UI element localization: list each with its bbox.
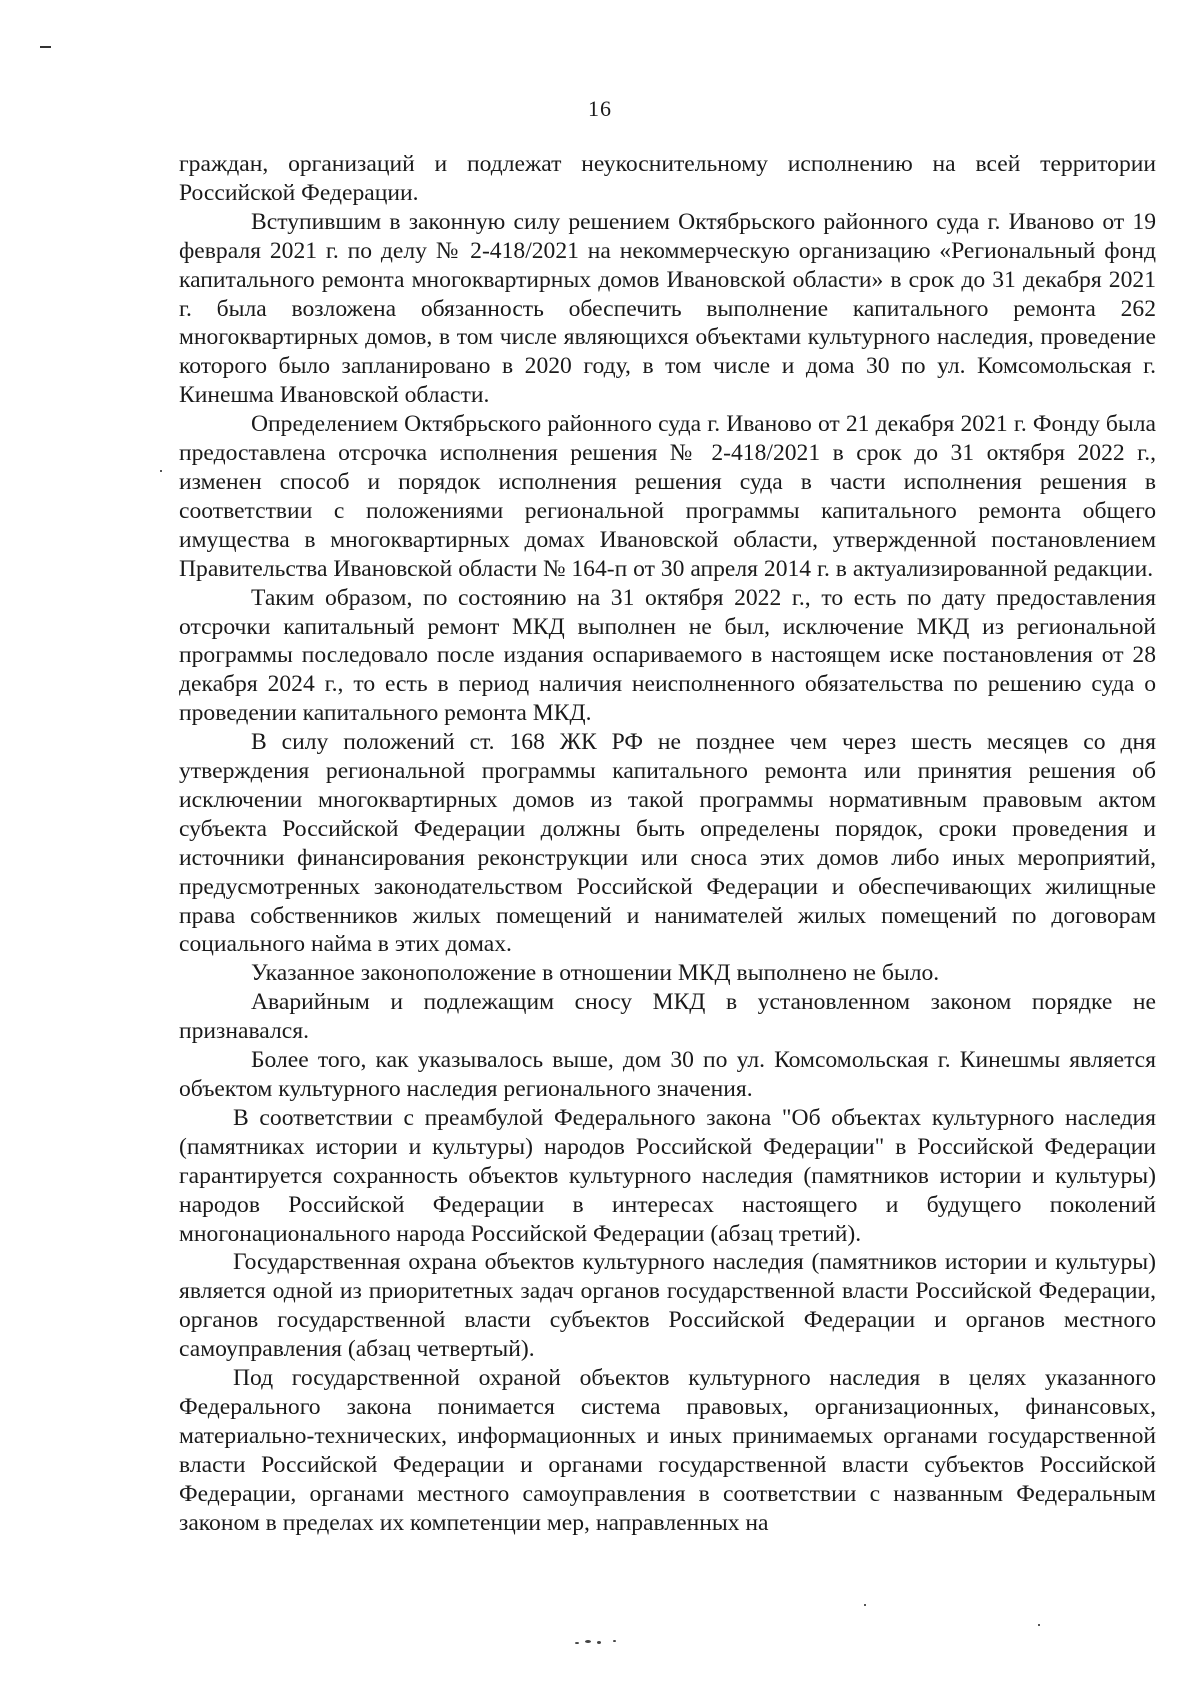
margin-mark [40,46,51,48]
document-body [179,150,1156,1538]
page-number: 16 [588,96,612,121]
paragraph: В силу положений ст. 168 ЖК РФ не позднее чем через шесть месяцев со дня утверждения региональной программы капитального ремонта или принятия решения об исключении многоквартирных домов из такой программы нормативным правовым актом субъекта Российской Федерации должны быть определены порядок, сроки проведения и источники финансирования реконструкции или сноса этих домов либо иных мероприятий, предусмотренных законодательством Российской Федерации и обеспечивающих жилищные права собственников жилых помещений и нанимателей жилых помещений по договорам социального найма в этих домах. [179,729,1156,958]
scan-speck [1038,1624,1040,1626]
paragraph: граждан, организаций и подлежат неукоснительному исполнению на всей территории Российской Федерации. [179,151,1156,206]
paragraph: Таким образом, по состоянию на 31 октября 2022 г., то есть по дату предоставления отсрочки капитальный ремонт МКД выполнен не был, исключение МКД из региональной программы последовало после издания оспариваемого в настоящем иске постановления от 28 декабря 2024 г., то есть в период наличия неисполненного обязательства по решению суда о проведении капитального ремонта МКД. [179,584,1156,727]
paragraph: Более того, как указывалось выше, дом 30 по ул. Комсомольская г. Кинешмы является объектом культурного наследия регионального значения. [179,1047,1156,1102]
paragraph: Определением Октябрьского районного суда г. Иваново от 21 декабря 2021 г. Фонду была предоставлена отсрочка исполнения решения № 2-418/2021 в срок до 31 октября 2022 г., изменен способ и порядок исполнения решения суда в части исполнения решения в соответствии с положениями региональной программы капитального ремонта общего имущества в многоквартирных домах Ивановской области, утвержденной постановлением Правительства Ивановской области № 164-п от 30 апреля 2014 г. в актуализированной редакции. [179,411,1156,582]
paragraph: Указанное законоположение в отношении МКД выполнено не было. [251,960,940,987]
paragraph: Под государственной охраной объектов культурного наследия в целях указанного Федерального закона понимается система правовых, организационных, финансовых, материально-технических, информационных и иных принимаемых органами государственной власти Российской Федерации и органами государственной власти субъектов Российской Федерации, органами местного самоуправления в соответствии с названным Федеральным законом в пределах их компетенции мер, направленных на [179,1365,1156,1536]
scan-speck [864,1604,866,1606]
paragraph: Государственная охрана объектов культурного наследия (памятников истории и культуры) является одной из приоритетных задач органов государственной власти Российской Федерации, органов государственной власти субъектов Российской Федерации и органов местного самоуправления (абзац четвертый). [179,1249,1156,1363]
paragraph: Аварийным и подлежащим сносу МКД в установленном законом порядке не признавался. [179,989,1156,1045]
paragraph: Вступившим в законную силу решением Октябрьского районного суда г. Иваново от 19 февраля 2021 г. по делу № 2-418/2021 на некоммерческую организацию «Региональный фонд капитального ремонта многоквартирных домов Ивановской области» в срок до 31 декабря 2021 г. была возложена обязанность обеспечить выполнение капитального ремонта 262 многоквартирных домов, в том числе являющихся объектами культурного наследия, проведение которого было запланировано в 2020 году, в том числе и дома 30 по ул. Комсомольская г. Кинешма Ивановской области. [179,208,1156,409]
paragraph: В соответствии с преамбулой Федерального закона "Об объектах культурного наследия (памятниках истории и культуры) народов Российской Федерации" в Российской Федерации гарантируется сохранность объектов культурного наследия (памятников истории и культуры) народов Российской Федерации в интересах настоящего и будущего поколений многонационального народа Российской Федерации (абзац третий). [179,1104,1156,1247]
scan-smudge [575,1640,625,1646]
scan-speck [160,470,162,472]
